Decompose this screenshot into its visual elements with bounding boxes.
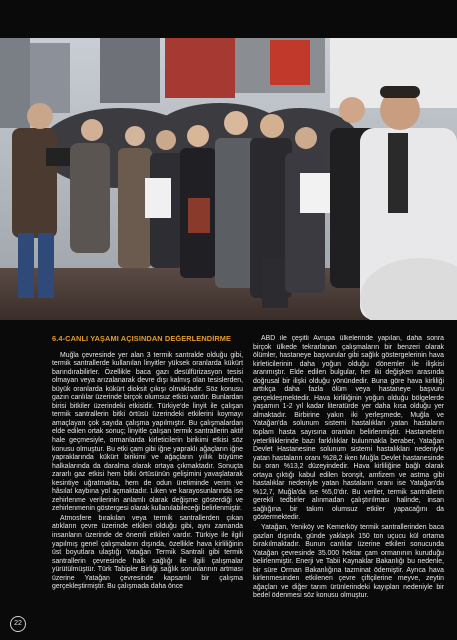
paragraph: Atmosfere bırakılan veya termik santrallerden çıkan atıkların çevre üzerinde etkileri olduğu gibi, aynı zamanda insanların üzerinde de önemli etkileri vardır. Türkiye ile ilgili yapılmış genel çalışmaların dışında, özellikle hava kirliliğinin üst boyutlara ulaştığı Yatağan Termik Santrali gibi termik santrallerin çevresinde halk sağlığı ile ilgili çalışmalar yürütülmüştür. Türk Tabipler Birliği sağlık sorunlarının artması üzerine Yatağan çevresinde kapsamlı bir çalışma gerçekleştirmiştir. Bu çalışmada daha önce	[52, 514, 243, 591]
left-column	[52, 335, 243, 625]
protest-photo-illustration	[0, 38, 457, 320]
right-column	[253, 335, 444, 625]
paragraph: Muğla çevresinde yer alan 3 termik santralde olduğu gibi, termik santrallerde kullanılan linyitler yüksek oranlarda kükürt barındırabilirler. Özellikle baca gazı desülfürizasyon tesisi olmayan veya arızalanarak devre dışı kalmış olan tesislerden, büyük oranlarda kükürt dioksit çıkışı olmaktadır. Söz konusu gazın canlılar üzerinde birçok olumsuz etkisi vardır. Bunlardan birisi bitkiler üzerindeki etkisidir. Türkiye'de linyit ile çalışan termik santrallerin bitki örtüsü üzerindeki etkilerini koymayı amaçlayan çok sayıda çalışma yapılmıştır. Bu çalışmalardan elde edilen ortak sonuç; linyitle çalışan termik santrallerin aktif hale geçmesiyle, ormanlarda kirleticilerin birikimi etkisi söz konusu olmuştur. Bu etki çam gibi iğne yapraklı ağaçların iğne yapraklarında kükürt birikimi ve ağaçların yıllık büyüme halkalarında da daralma olarak ortaya çıkmaktadır. Sonuçta zararlı gaz etkisi hem bitki örtüsünün gelişimini yavaşlatarak kesintiye uğratmakta, hem de odun üretiminde verim ve hâsılat kaybına yol açmaktadır. Liken ve karayosunlarında ise zehirlenme verilerinin anlamlı olarak değişme gösterdiği ve zehirlenmenin göstergesi olarak kullanılabileceği belirlenmiştir.	[52, 351, 243, 513]
page-number: 22	[10, 616, 26, 632]
article-body	[52, 335, 444, 625]
paragraph: Yatağan, Yeniköy ve Kemerköy termik santrallerinden baca gazları dışında, günde yaklaşık 150 ton uçucu kül ortama bırakılmaktadır. Bunun canlılar üzerine etkileri sonucunda Yatağan çevresinde 35.000 hektar çam ormanının kuruduğu belirlenmiştir. Enerji ve Tabii Kaynaklar Bakanlığı bu nedenle, bir süre Orman Bakanlığına tazminat ödemiştir. Ayrıca hava kirlenmesinden etkilenen çevre çiftçilerine meyve, zeytin ağaçları ve diğer tarım ürünlerindeki kayıpları nedeniyle bir bedel ödenmesi söz konusu olmuştur.	[253, 524, 444, 600]
paragraph: ABD ile çeşitli Avrupa ülkelerinde yapılan, daha sonra birçok ülkede tekrarlanan çalışmaların bir benzeri olarak ölümler, hastaneye başvurular gibi sağlık göstergelerinin hava kirleticilerinin daha yoğun olduğu dönemler ile ilişkisi aranmıştır. Elde edilen bulgular, her iki değişken arasında doğrusal bir ilişki olduğu yönündedir. Buna göre hava kirliliği arttıkça daha fazla ölüm veya hastaneye başvuru gerçekleşmektedir. Hava kirliliğinin yoğun olduğu bölgelerde yaşamın 1-2 yıl kadar literatürde yer daha kısa olduğu yer almaktadır. Birbirine yakın iki yerleşmede, Muğla ve Yatağan'da solunum sistemi hastalıkları yatan hastaların toplam hasta sayısına oranları belirlenmiştir. Hastanelerin yeterliliklerinde bazı farklılıklar bulunmakla beraber, Yatağan Devlet Hastanesine solunum sistemi hastalıkları nedeniyle yatan hastaların oranı %28,2 iken Muğla Devlet hastanesinde bu oran %13,2 düzeyindedir. Hava kirliliğine bağlı olarak ortaya çıktığı kabul edilen bronşit, amfizem ve astma gibi hastalıklar nedeniyle yatan hastaların oranı ise Yatağan'da %12,7, Muğla'da ise %5,0'dır. Bu veriler, termik santrallerin gerekli tedbirler alınmadan çalıştırılması halinde, insan sağlığına bir takım olumsuz etkiler yapacağını da göstermektedir.	[253, 335, 444, 522]
section-heading: 6.4-CANLI YAŞAMI AÇISINDAN DEĞERLENDİRME	[52, 335, 232, 343]
protest-photo	[0, 38, 457, 320]
